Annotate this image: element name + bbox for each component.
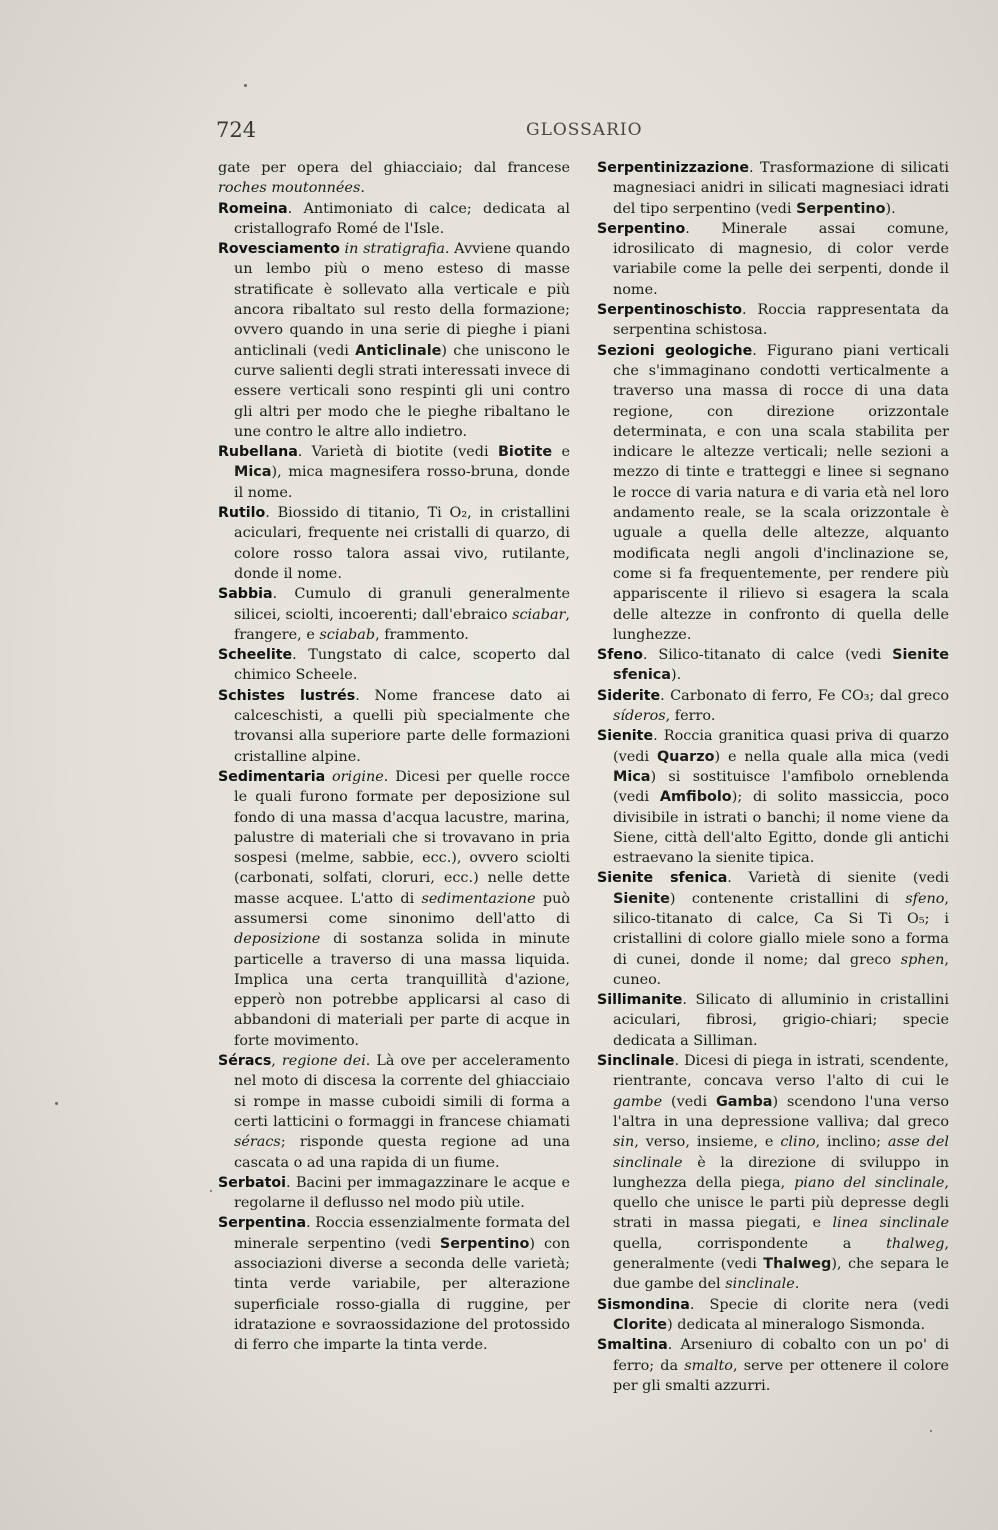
page-number: 724 [216, 118, 257, 142]
entry-term: Sismondina [597, 1296, 690, 1313]
glossary-entry-smaltina [597, 1335, 949, 1396]
italic-text: sedimentazione [421, 890, 536, 907]
italic-text: regione dei [281, 1053, 366, 1070]
entry-text: , generalmente (vedi [613, 1235, 949, 1273]
entry-term: Schistes lustrés [218, 687, 356, 704]
glossary-column-left [218, 158, 570, 1356]
entry-term: Sezioni geologiche [597, 342, 753, 359]
entry-text: , cuneo. [613, 951, 949, 988]
entry-text: . Biossido di titanio, Ti O₂, in cristallini aciculari, frequente nei cristalli di quarzo, di colore rosso talora assai vivo, rutilante, donde il nome. [234, 505, 570, 582]
glossary-entry-sienite [597, 726, 949, 868]
cross-reference: Thalweg [763, 1256, 832, 1273]
cross-reference: Sienite [613, 890, 670, 907]
glossary-entry-sinclinale [597, 1051, 949, 1295]
entry-term: Sfeno [597, 647, 643, 664]
glossary-column-right [597, 158, 949, 1396]
entry-text: di sostanza solida in minute particelle a traverso di una massa liquida. Implica una certa tranquillità d'azione, epperò non potrebbe applicarsi al caso di abbandoni di materiali per parte di acque in forte movimento. [234, 931, 570, 1049]
entry-term: Séracs [218, 1053, 272, 1070]
entry-text: . Roccia granitica quasi priva di quarzo (vedi [613, 728, 949, 765]
entry-text: . Bacini per immagazzinare le acque e regolarne il deflusso nel modo più utile. [234, 1174, 570, 1212]
italic-text: deposizione [234, 931, 321, 948]
page-header [216, 118, 966, 148]
entry-text: ), che separa le due gambe del [613, 1256, 949, 1293]
glossary-entry-schistes [218, 686, 570, 767]
entry-text: , inclino; [815, 1134, 888, 1151]
cross-reference: Amfibolo [659, 789, 732, 806]
entry-term: Sabbia [218, 586, 273, 603]
entry-text: . [794, 1276, 800, 1293]
entry-text: ; risponde questa regione ad una cascata o ad una rapida di un fiume. [234, 1134, 570, 1171]
entry-text: . Carbonato di ferro, Fe CO₃; dal greco [660, 687, 949, 704]
entry-term: Serpentina [218, 1215, 307, 1232]
entry-text: . Varietà di biotite (vedi [297, 444, 498, 461]
entry-term: Serpentinoschisto [597, 302, 742, 319]
entry-text: . Roccia essenzialmente formata del minerale serpentino (vedi [234, 1215, 570, 1252]
entry-text: ) con associazioni diverse a seconda delle varietà; tinta verde variabile, per alterazione superficiale rosso-gialla di ruggine, per idratazione e sovraossidazione del protossido di ferro che imparte la tinta verde. [234, 1235, 570, 1354]
italic-text: sin [613, 1134, 635, 1151]
entry-text: ); di solito massiccia, poco divisibile in istrati o banchi; il nome viene da Siene, città dell'alto Egitto, donde gli antichi estraevano la sienite tipica. [613, 789, 949, 867]
entry-text: , frangere, e [234, 606, 570, 643]
italic-text: piano del sinclinale [794, 1174, 945, 1191]
entry-text: gate per opera del ghiacciaio; dal francese [218, 160, 570, 176]
running-title: GLOSSARIO [526, 120, 643, 140]
entry-text: e [552, 444, 571, 461]
italic-text: séracs [234, 1134, 281, 1151]
italic-text: sciabab [319, 626, 376, 643]
italic-text: in stratigrafia. [344, 241, 450, 258]
glossary-entry-rovesciamento [218, 239, 570, 442]
cross-reference: Mica [234, 464, 272, 481]
entry-text: . Silico-titanato di calce (vedi [642, 647, 893, 664]
entry-text: , quello che unisce le parti più depresse degli strati in massa piegati, e [613, 1174, 949, 1232]
italic-text: sphen [900, 951, 945, 968]
entry-term: Sienite sfenica [597, 870, 728, 887]
glossary-entry-sillimanite [597, 990, 949, 1051]
entry-term: Serpentinizzazione [597, 160, 750, 176]
glossary-entry-sezioni [597, 341, 949, 645]
entry-text: Avviene quando un lembo più o meno esteso di masse stratificate è sollevato alla verticale e più ancora ribaltato sul resto della formazione; ovvero quando in una serie di pieghe i piani anticlinali (vedi [234, 241, 571, 359]
entry-text: ) dedicata al mineralogo Sismonda. [667, 1316, 926, 1333]
glossary-entry-serpentina [218, 1213, 570, 1355]
entry-term: Rubellana [218, 444, 298, 461]
entry-text: (vedi [662, 1093, 716, 1110]
italic-text: roches moutonnées. [218, 180, 365, 197]
glossary-entry-sfeno [597, 645, 949, 686]
entry-text: , ferro. [665, 708, 716, 725]
italic-text: origine [332, 768, 384, 785]
entry-text: ). [885, 200, 896, 217]
glossary-entry-serpentinizzazione [597, 158, 949, 219]
italic-text: clino [780, 1134, 816, 1151]
entry-text: . Trasformazione di silicati magnesiaci anidri in silicati magnesiaci idrati del tipo serpentino (vedi [613, 160, 949, 217]
italic-text: gambe [613, 1093, 663, 1110]
entry-text: ), mica magnesifera rosso-bruna, donde il nome. [234, 464, 570, 501]
entry-text: . Dicesi per quelle rocce le quali furono formate per deposizione sul fondo di una massa d'acqua lacustre, marina, palustre di materiali che si trovavano in pria sospesi (melme, sabbie, ecc.), ovvero sciolti (carbonati, solfati, cloruri, ecc.) nelle dette masse acquee. L'atto di [234, 768, 570, 907]
glossary-entry-scheelite [218, 645, 570, 686]
entry-term: Sienite [597, 728, 654, 745]
entry-term: Sedimentaria [218, 768, 326, 785]
entry-text: . Cumulo di granuli generalmente silicei, sciolti, incoerenti; dall'ebraico [234, 586, 570, 623]
glossary-entry-sienite-sfenica [597, 868, 949, 990]
entry-text: , serve per ottenere il colore per gli smalti azzurri. [613, 1357, 949, 1394]
entry-text: . Minerale assai comune, idrosilicato di magnesio, di color verde variabile come la pelle dei serpenti, donde il nome. [613, 220, 949, 298]
entry-term: Siderite [597, 687, 661, 704]
entry-text: quella, corrispondente a [613, 1235, 887, 1252]
entry-text: ) scendono l'una verso l'altra in una depressione valliva; dal greco [613, 1093, 950, 1130]
entry-text: ) che uniscono le curve salienti degli strati interessati invece di essere verticali sono respinti gli uni contro gli altri per modo che le pieghe ribaltano le une contro le altre allo indietro. [234, 342, 570, 440]
cross-reference: Gamba [715, 1093, 773, 1110]
entry-text: , verso, insieme, e [634, 1134, 781, 1151]
entry-text: . Figurano piani verticali che s'immaginano condotti verticalmente a traverso una massa di rocce di una data regione, con direzione orizzontale determinata, e con una scala stabilita per indicare le altezze verticali; nelle sezioni a mezzo di tinte e tratteggi e linee si segnano le rocce di varia natura e di varia età nel loro andamento reale, se la scala orizzontale è uguale a quella delle altezze, alquanto modificata negli angoli d'inclinazione se, come si fa frequentemente, per rendere più appariscente il rilievo si esagera la scala delle altezze in confronto di quella delle lunghezze. [613, 342, 949, 643]
cross-reference: Clorite [613, 1316, 668, 1333]
entry-text: . Là ove per acceleramento nel moto di discesa la corrente del ghiacciaio si rompe in masse cuboidi simili di forma a certi latticini o formaggi in francese chiamati [234, 1053, 570, 1130]
entry-term: Serbatoi [218, 1174, 286, 1191]
cross-reference: Serpentino [796, 200, 886, 217]
entry-text: . Antimoniato di calce; dedicata al cristallografo Romé de l'Isle. [234, 200, 570, 237]
italic-text: asse del sinclinale [613, 1134, 949, 1171]
glossary-entry-rubellana [218, 442, 570, 503]
entry-text: . Varietà di sienite (vedi [727, 870, 949, 887]
entry-term: Romeina [218, 200, 288, 217]
glossary-entry-cont [218, 158, 570, 199]
entry-text: ) si sostituisce l'amfibolo orneblenda (vedi [613, 768, 949, 806]
cross-reference: Sienite sfenica [613, 647, 949, 684]
entry-term: Sinclinale [597, 1053, 675, 1070]
entry-term: Sillimanite [597, 992, 683, 1009]
entry-text: ) contenente cristallini di [669, 890, 906, 907]
cross-reference: Serpentino [439, 1235, 530, 1252]
entry-text: può assumersi come sinonimo dell'atto di [234, 890, 571, 927]
cross-reference: Quarzo [656, 748, 715, 765]
entry-text: , [271, 1053, 282, 1070]
entry-text: . Silicato di alluminio in cristallini aciculari, fibrosi, grigio-chiari; specie dedicata a Silliman. [613, 992, 949, 1049]
entry-text: , frammento. [375, 626, 469, 643]
glossary-entry-sismondina [597, 1295, 949, 1336]
italic-text: linea sinclinale [832, 1215, 949, 1232]
entry-term: Rutilo [218, 505, 266, 522]
glossary-entry-romeina [218, 199, 570, 240]
entry-text: , silico-titanato di calce, Ca Si Ti O₅; i cristallini di colore giallo miele sono a forma di cunei, donde il nome; dal greco [613, 890, 949, 968]
glossary-entry-sabbia [218, 584, 570, 645]
entry-term: Serpentino [597, 220, 686, 237]
entry-text: . Specie di clorite nera (vedi [689, 1296, 949, 1313]
italic-text: síderos [613, 708, 666, 725]
entry-term: Scheelite [218, 647, 293, 664]
italic-text: sfeno [905, 890, 945, 907]
entry-text: . Nome francese dato ai calceschisti, a quelli più specialmente che trovansi alla superiore parte delle formazioni cristalline alpine. [234, 687, 570, 765]
entry-text: . Arseniuro di cobalto con un po' di ferro; da [613, 1337, 949, 1374]
glossary-entry-rutilo [218, 503, 570, 584]
glossary-entry-sedimentaria [218, 767, 570, 1051]
italic-text: smalto [684, 1357, 733, 1374]
glossary-entry-serpentinoschisto [597, 300, 949, 341]
italic-text: sinclinale [725, 1276, 795, 1293]
italic-text: sciabar [512, 606, 566, 623]
glossary-entry-siderite [597, 686, 949, 727]
paper-speck [244, 84, 247, 87]
paper-speck [210, 1190, 212, 1192]
entry-text: ) e nella quale alla mica (vedi [714, 748, 949, 765]
glossary-entry-serbatoi [218, 1173, 570, 1214]
entry-term: Smaltina [597, 1337, 668, 1354]
glossary-entry-serpentino [597, 219, 949, 300]
glossary-entry-seracs [218, 1051, 570, 1173]
entry-term: Rovesciamento [218, 241, 340, 258]
entry-text: . Roccia rappresentata da serpentina schistosa. [613, 302, 949, 339]
entry-text [325, 769, 332, 785]
paper-speck [55, 1102, 58, 1105]
entry-text: è la direzione di sviluppo in lunghezza della piega, [613, 1154, 949, 1191]
entry-text: ). [671, 667, 682, 684]
cross-reference: Biotite [497, 444, 553, 461]
cross-reference: Anticlinale [355, 342, 442, 359]
paper-speck [930, 1430, 932, 1432]
italic-text: thalweg [886, 1235, 945, 1252]
entry-text: . Tungstato di calce, scoperto dal chimico Scheele. [234, 647, 570, 684]
cross-reference: Mica [613, 768, 651, 785]
entry-text: . Dicesi di piega in istrati, scendente, rientrante, concava verso l'alto di cui le [613, 1053, 949, 1090]
